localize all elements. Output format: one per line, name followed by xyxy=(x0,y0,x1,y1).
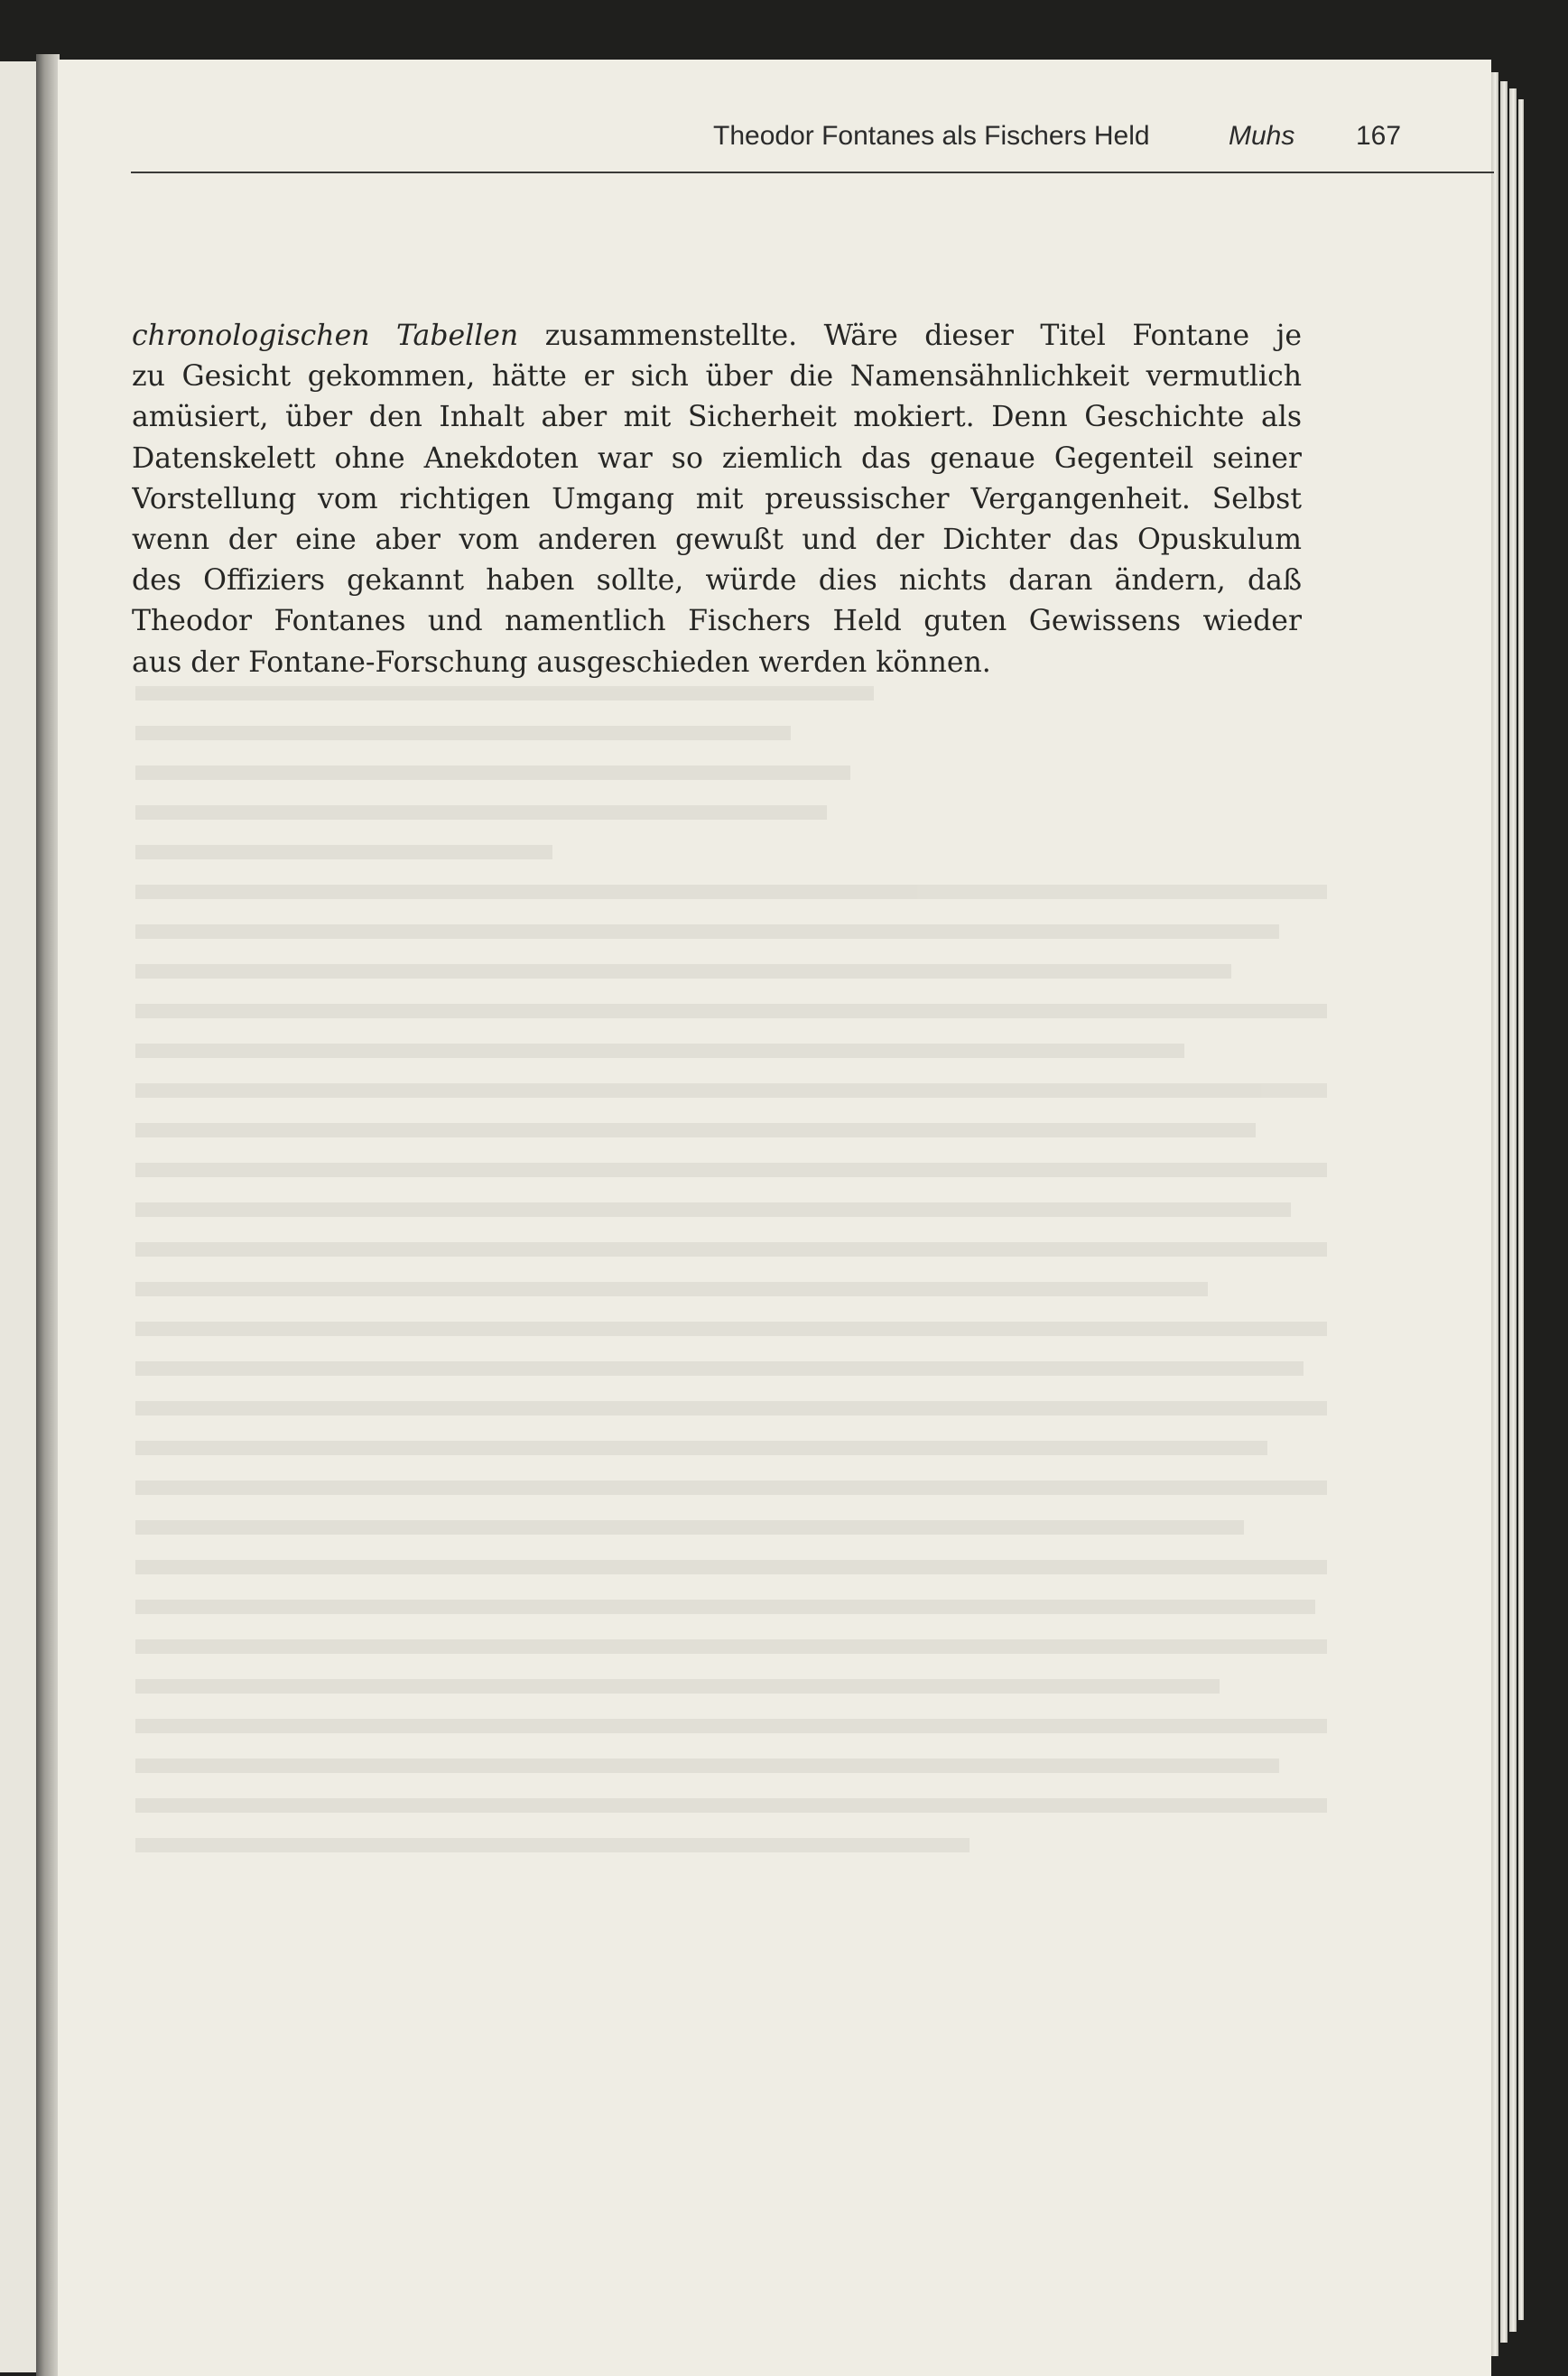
page-edge xyxy=(1518,99,1524,2320)
text-line: chronologischen Tabellen zusammenstellte. Wäre dieser Titel Fontane je xyxy=(132,320,1302,352)
text-line: aus der Fontane-Forschung ausgeschieden werden können. xyxy=(132,645,991,679)
text-line: Datenskelett ohne Anekdoten war so ziemlich das genaue Gegenteil seiner xyxy=(132,441,1302,475)
header-rule xyxy=(131,172,1494,173)
italic-title: chronologischen Tabellen xyxy=(132,320,519,352)
text-line: zu Gesicht gekommen, hätte er sich über die Namensähnlichkeit vermutlich xyxy=(132,360,1302,394)
left-page-edge xyxy=(0,61,36,2372)
text-line: des Offiziers gekannt haben sollte, würde dies nichts daran ändern, daß xyxy=(132,564,1302,598)
running-head-author: Muhs xyxy=(1229,121,1295,151)
page-edge xyxy=(1491,72,1498,2356)
text-line: amüsiert, über den Inhalt aber mit Sicherheit mokiert. Denn Geschichte als xyxy=(132,401,1302,434)
body-paragraph xyxy=(132,316,1302,683)
text-line: Vorstellung vom richtigen Umgang mit preussischer Vergangenheit. Selbst xyxy=(132,482,1302,515)
running-head xyxy=(713,121,1417,161)
page-edge xyxy=(1500,81,1508,2343)
text-line: wenn der eine aber vom anderen gewußt und der Dichter das Opuskulum xyxy=(132,523,1302,556)
page-number: 167 xyxy=(1356,121,1402,151)
book-gutter xyxy=(36,54,60,2376)
text-line: Theodor Fontanes und namentlich Fischers Held guten Gewissens wieder xyxy=(132,605,1302,638)
page-edge xyxy=(1509,88,1517,2332)
running-head-title: Theodor Fontanes als Fischers Held xyxy=(713,121,1150,151)
